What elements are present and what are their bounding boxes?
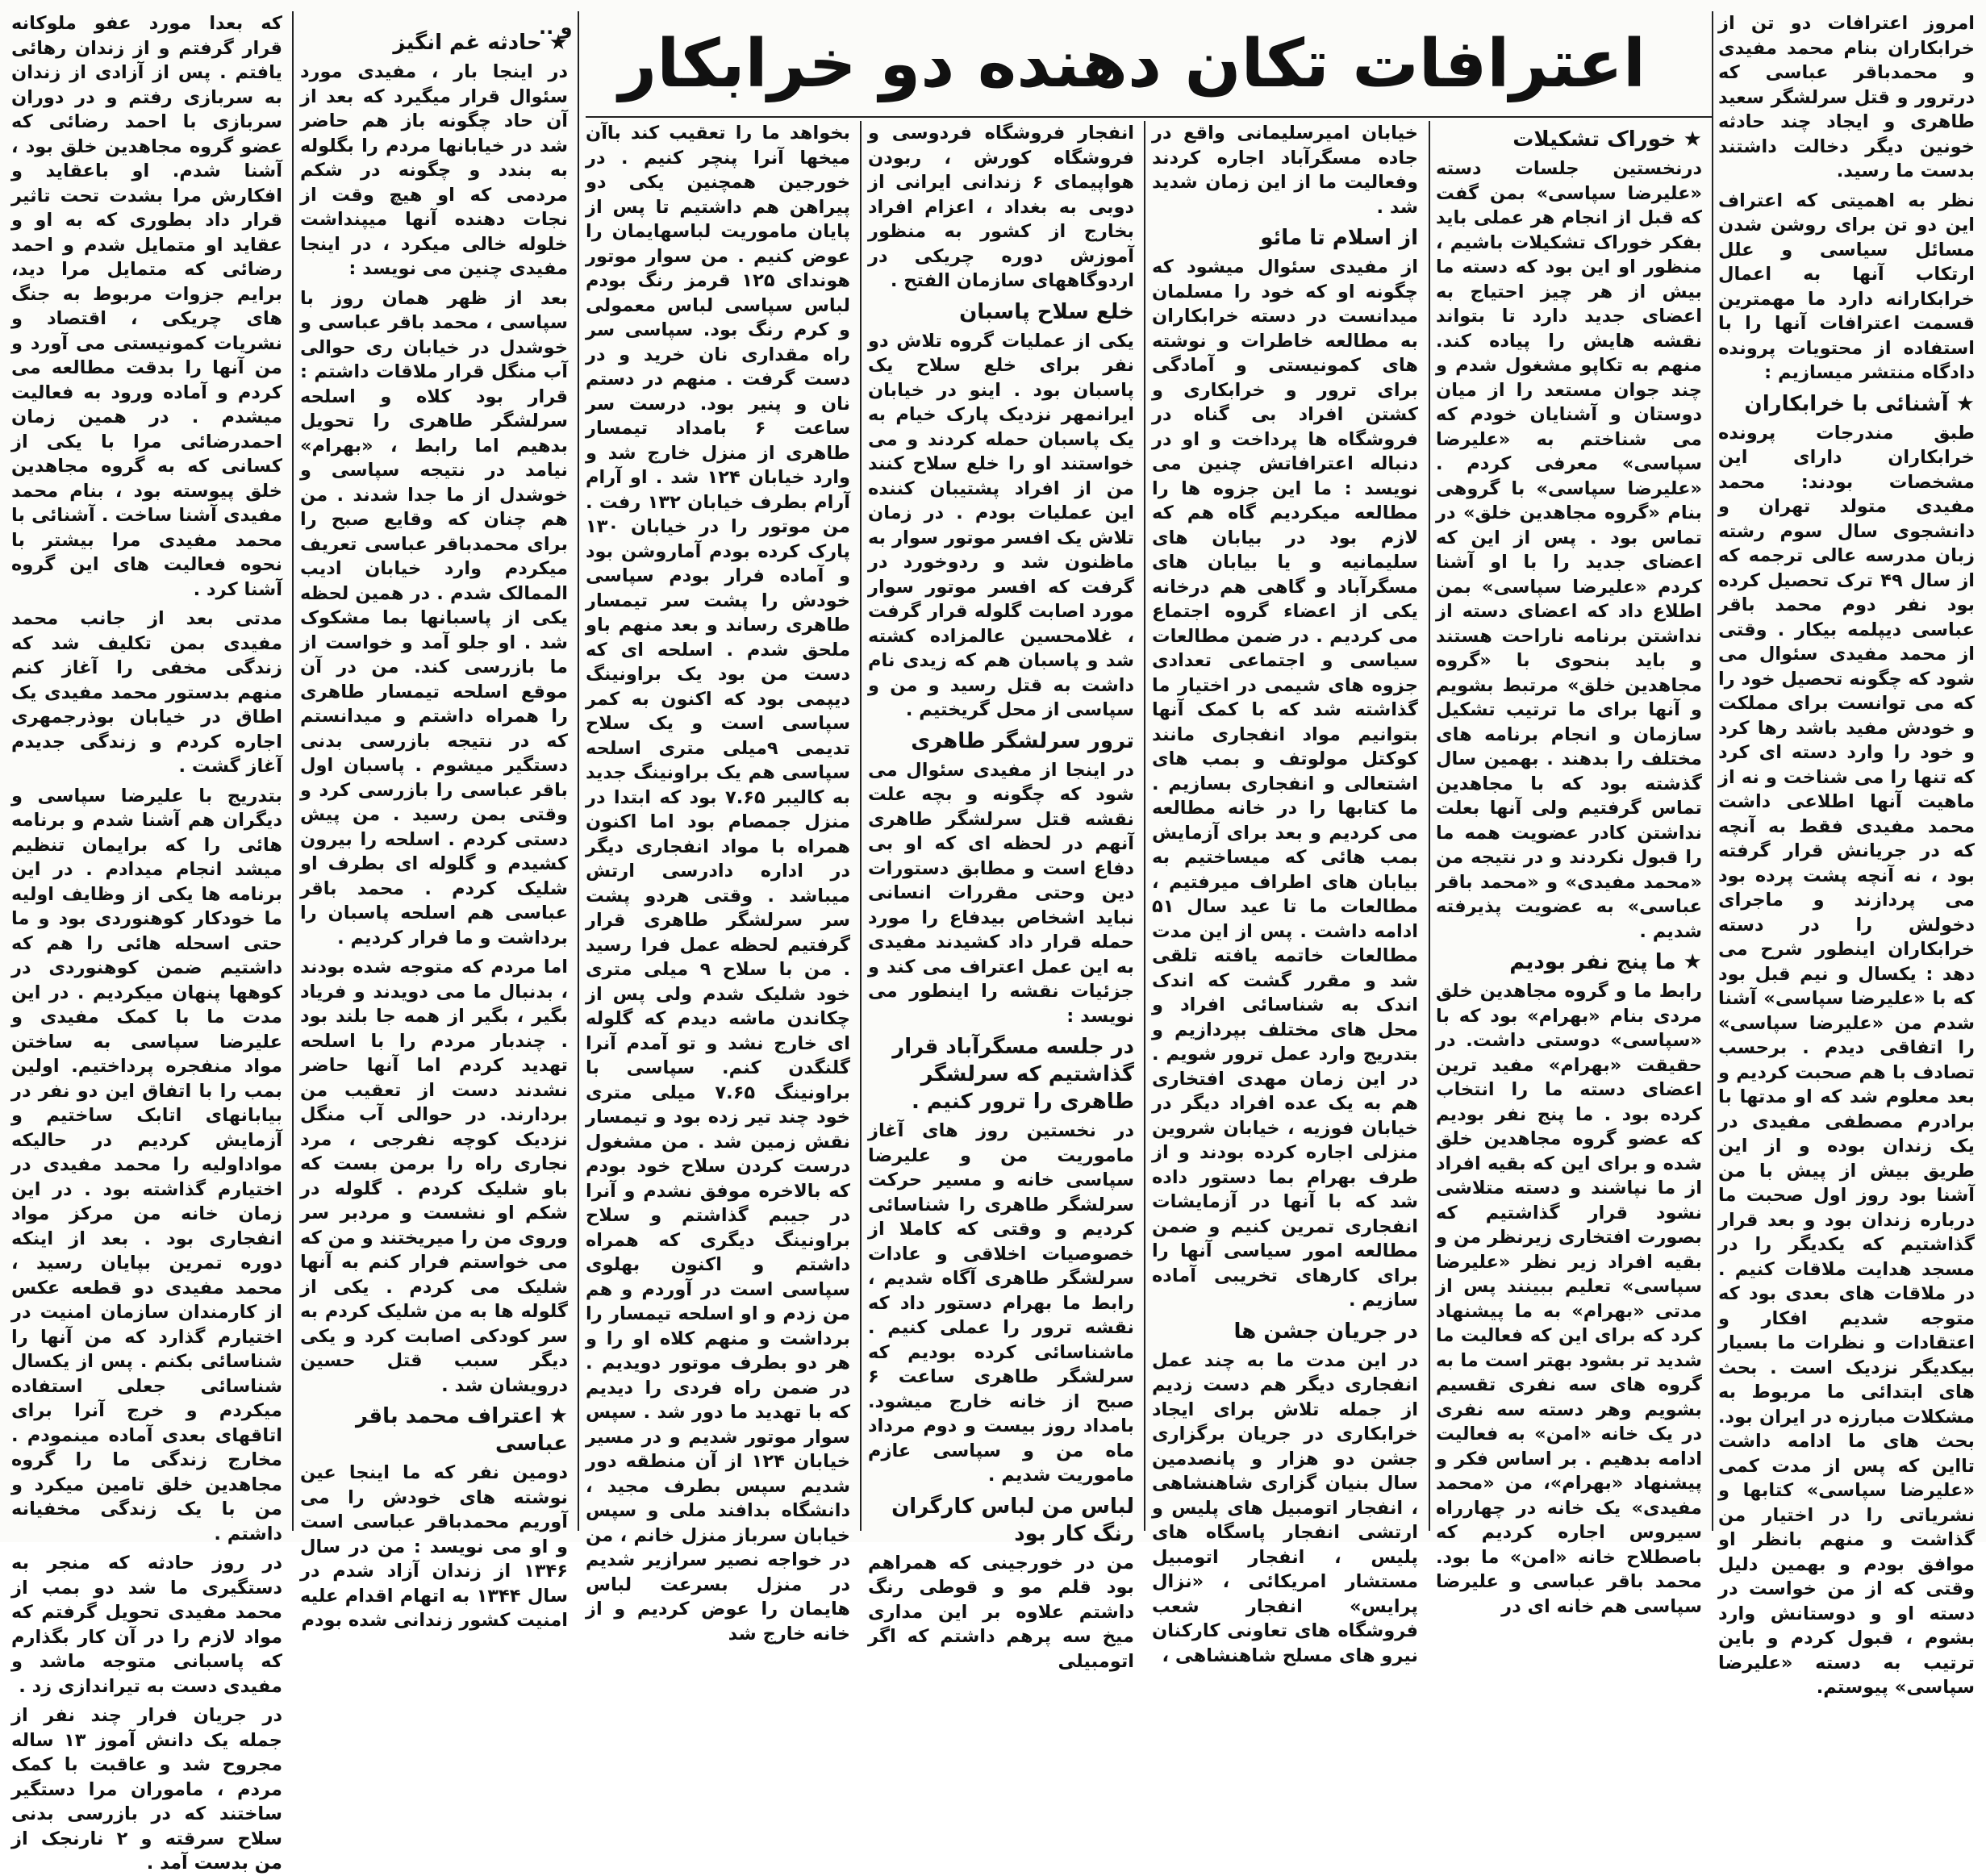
body-paragraph: از مفیدی سئوال میشود که چگونه او که خود را مسلمان میدانست در دسته خرابکاران به مطالعه خاطرات و نوشته های کمونیستی و آمادگی برای ترور و خرابکاری و کشتن افراد بی گناه در فروشگاه ها پرداخت و او در دنباله اعترافاتش چنین می نویسد : ما این جزوه ها را مطالعه میکردیم گاه هم که لازم بود در بیابان های سلیمانیه و یا بیابان های مسگرآباد و گاهی هم درخانه یکی از اعضاء گروه اجتماع می کردیم . در ضمن مطالعات سیاسی و اجتماعی تعدادی جزوه های شیمی در اختیار ما گذاشته شد که با کمک آنها بتوانیم مواد انفجاری مانند کوکتل مولوتف و بمب های اشتعالی و انفجاری بسازیم . ما کتابها را در خانه مطالعه می کردیم و بعد برای آزمایش بمب هائی که میساختیم به بیابان های اطراف میرفتیم ، مطالعات ما تا عید سال ۵۱ ادامه داشت . پس از این مدت مطالعات خاتمه یافته تلقی شد و مقرر گشت که اندک اندک به شناسائی افراد و محل های مختلف بپردازیم و بتدریج وارد عمل ترور شویم . در این زمان مهدی افتخاری هم به یک عده افراد دیگر در خیابان فوزیه ، خیابان شروین منزلی اجاره کرده بودند و از طرف بهرام بما دستور داده شد که با آنها در آزمایشات انفجاری تمرین کنیم و ضمن مطالعه امور سیاسی آنها را برای کارهای تخریبی آماده سازیم . bbox=[1152, 256, 1418, 1311]
body-paragraph: در اینجا بار ، مفیدی مورد سئوال قرار میگیرد که بعد از آن حاد چگونه باز هم حاضر شد در خیابانها مردم را بگلوله به بندد و چگونه در شکم مردمی که او هیچ وقت از نجات دهنده آنها میپنداشت خلوله خالی میکرد ، در اینجا مفیدی چنین می نویسد : bbox=[300, 61, 568, 279]
column-4 bbox=[868, 121, 1134, 1672]
subheading-abbasi-confession: ★ اعتراف محمد باقر عباسی bbox=[300, 1403, 568, 1457]
body-paragraph: انفجار فروشگاه فردوسی و فروشگاه کورش ، ربودن هواپیمای ۶ زندانی ایرانی از دوبی به بغداد ، اعزام افراد بخارج از کشور به منظور آموزش دوره چریکی در اردوگاههای سازمان الفتح . bbox=[868, 123, 1134, 291]
subheading-disarming-officer: خلع سلاح پاسبان bbox=[959, 299, 1134, 324]
body-paragraph: رابط ما و گروه مجاهدین خلق مردی بنام «بهرام» بود که با «سپاسی» دوستی داشت. در حقیقت «بهرام» مفید ترین اعضای دسته ما را انتخاب کرده بود . ما پنج نفر بودیم که عضو گروه مجاهدین خلق شده و برای این که بقیه افراد از ما نپاشند و دسته متلاشی نشود قرار گذاشتیم که بصورت افتخاری زیرنظر من و بقیه افراد زیر نظر «علیرضا سپاسی» تعلیم ببینند پس از مدتی «بهرام» به ما پیشنهاد کرد که برای این که فعالیت ما شدید تر بشود بهتر است ما به گروه های سه نفری تقسیم بشویم وهر دسته سه نفری در یک خانه «امن» به فعالیت ادامه بدهیم . بر اساس فکر و پیشنهاد «بهرام»، من «محمد مفیدی» یک خانه در چهارراه سیروس اجاره کردیم که باصطلاح خانه «امن» ما بود. محمد باقر عباسی و علیرضا سپاسی هم خانه ای در bbox=[1436, 981, 1702, 1617]
headline-underline bbox=[586, 116, 1712, 118]
subheading-organization-fuel: ★ خوراک تشکیلات bbox=[1436, 126, 1702, 153]
body-paragraph: درنخستین جلسات دسته «علیرضا سپاسی» بمن گفت که قبل از انجام هر عملی باید بفکر خوراک تشکیلات باشیم ، منظور او این بود که دسته ما بیش از هر چیز احتیاج به اعضای جدید دارد تا بتواند نقشه هایش را پیاده کند. منهم به تکاپو مشغول شدم و چند جوان مستعد را از میان دوستان و آشنایان خودم که می شناختم به «علیرضا سپاسی» معرفی کردم . «علیرضا سپاسی» با گروهی بنام «گروه مجاهدین خلق» در تماس بود . پس از این که اعضای جدید را با او آشنا کردم «علیرضا سپاسی» بمن اطلاع داد که اعضای دسته از نداشتن برنامه ناراحت هستند و باید بنحوی با «گروه مجاهدین خلق» مرتبط بشویم و آنها برای ما ترتیب تشکیل سازمان و انجام برنامه های مختلف را بدهند . بهمین سال گذشته بود که با مجاهدین تماس گرفتیم ولی آنها بعلت نداشتن کادر عضویت همه ما را قبول نکردند و در نتیجه من «محمد مفیدی» و «محمد باقر عباسی» به عضویت پذیرفته شدیم . bbox=[1436, 158, 1702, 942]
body-paragraph: که بعدا مورد عفو ملوکانه قرار گرفتم و از زندان رهائی یافتم . پس از آزادی از زندان به سربازی رفتم و در دوران سربازی با احمد رضائی که عضو گروه مجاهدین خلق بود ، آشنا شدم. او باعقاید و افکارش مرا بشدت تحت تاثیر قرار داد بطوری که به او و عقاید او متمایل شدم و احمد رضائی که متمایل مرا دید، برایم جزوات مربوط به جنگ های چریکی ، اقتصاد و نشریات کمونیستی می آورد و من آنها را بدقت مطالعه می کردم و آماده ورود به فعالیت میشدم . در همین زمان احمدرضائی مرا با یکی از کسانی که به گروه مجاهدین خلق پیوسته بود ، بنام محمد مفیدی آشنا ساخت . آشنائی با محمد مفیدی مرا بیشتر با نحوه فعالیت های این گروه آشنا کرد . bbox=[11, 13, 282, 600]
body-paragraph: خیابان امیرسلیمانی واقع در جاده مسگرآباد اجاره کردند وفعالیت ما از این زمان شدید شد . bbox=[1152, 123, 1418, 218]
column-1 bbox=[1718, 11, 1976, 1698]
subheading-acquaintance: ★ آشنائی با خرابکاران bbox=[1718, 390, 1975, 418]
body-paragraph: بتدریج با علیرضا سپاسی و دیگران هم آشنا شدم و برنامه هائی را که برایمان تنظیم میشد انجام میدادم . در این برنامه ها یکی از وظایف اولیه ما خودکار کوهنوردی بود و ما حتی اسحله هائی را هم که داشتیم ضمن کوهنوردی در کوهها پنهان میکردیم . در این مدت ما با کمک مفیدی و علیرضا سپاسی به ساختن مواد منفجره پرداختیم. اولین بمب را با اتفاق این دو نفر در بیابانهای اتابک ساختیم و آزمایش کردیم در حالیکه مواداولیه را محمد مفیدی در اختیارم گذاشته بود . در این زمان خانه من مرکز مواد انفجاری بود . بعد از اینکه دوره تمرین بپایان رسید ، محمد مفیدی دو قطعه عکس از کارمندان سازمان امنیت در اختیارم گذارد که من آنها را شناسائی بکنم . پس از یکسال شناسائی جعلی استفاده میکردم و خرج آنرا برای اتاقهای بعدی آماده مینمودم . مخارج زندگی ما را گروه مجاهدین خلق تامین میکرد و من با یک زندگی مخفیانه داشتم . bbox=[11, 785, 282, 1545]
column-3 bbox=[1152, 121, 1418, 1666]
headline: اعترافات تکان دهنده دو خرابکار bbox=[619, 26, 1646, 102]
body-paragraph: دومین نفر که ما اینجا عین نوشته های خودش را می آوریم محمدباقر عباسی است و او می نویسد : من در سال ۱۳۴۶ از زندان آزاد شدم در سال ۱۳۴۴ به اتهام اقدام علیه امنیت کشور زندانی شده بودم bbox=[300, 1462, 568, 1631]
body-paragraph: در جریان فرار چند نفر از جمله یک دانش آموز ۱۳ ساله مجروح شد و عاقبت با کمک مردم ، ماموران مرا دستگیر ساختند که در بازرسی بدنی سلاح سرقته و ۲ نارنجک از من بدست آمد . bbox=[11, 1705, 282, 1874]
column-divider bbox=[292, 11, 294, 1531]
continuation-mark: و .. bbox=[539, 16, 573, 39]
column-divider bbox=[860, 121, 862, 1531]
body-paragraph: من در خورجینی که همراهم بود قلم مو و قوطی رنگ داشتم علاوه بر این مداری میخ سه پرهم داشتم که اگر اتومبیلی bbox=[868, 1552, 1134, 1672]
subheading-taheri-assassination: ترور سرلشگر طاهری bbox=[911, 728, 1134, 753]
column-5 bbox=[586, 121, 850, 1645]
subheading-islam-to-mao: از اسلام تا مائو bbox=[1260, 226, 1418, 250]
column-divider bbox=[1712, 11, 1713, 1531]
body-paragraph: مدتی بعد از جانب محمد مفیدی بمن تکلیف شد که زندگی مخفی را آغاز کنم منهم بدستور محمد مفیدی یک اطاق در خیابان بوذرجمهری اجاره کردم و زندگی جدیدم آغاز گشت . bbox=[11, 608, 282, 777]
subheading-five-people: ★ ما پنج نفر بودیم bbox=[1436, 948, 1702, 976]
body-paragraph: بعد از ظهر همان روز با سپاسی ، محمد باقر عباسی و خوشدل در خیابان ری حوالی آب منگل قرار ملاقات داشتم : قرار بود کلاه و اسلحه سرلشگر طاهری را تحویل بدهیم اما رابط ، «بهرام» نیامد در نتیجه سپاسی و خوشدل از ما جدا شدند . من هم چنان که وقایع صبح را برای محمدباقر عباسی تعریف میکردم وارد خیابان ادیب الممالک شدم . در همین لحظه یکی از پاسبانها بما مشکوک شد . او جلو آمد و خواست از ما بازرسی کند. من در آن موقع اسلحه تیمسار طاهری را همراه داشتم و میدانستم که در نتیجه بازرسی بدنی دستگیر میشوم . پاسبان اول باقر عباسی را بازرسی کرد و وقتی بمن رسید . من پیش دستی کردم . اسلحه را بیرون کشیدم و گلوله ای بطرف او شلیک کردم . محمد باقر عباسی هم اسلحه پاسبان را برداشت و ما فرار کردیم . bbox=[300, 287, 568, 948]
subheading-painter-clothes: لباس من لباس کارگران رنگ کار بود bbox=[891, 1494, 1134, 1546]
body-paragraph: بخواهد ما را تعقیب کند باآن میخها آنرا پنچر کنیم . در خورجین همچنین یکی دو پیراهن هم داشتیم تا پس از پایان ماموریت لباسهایمان را عوض کنیم . من سوار موتور هوندای ۱۲۵ قرمز رنگ بودم لباس سپاسی لباس معمولی و کرم رنگ بود. سپاسی سر راه مقداری نان خرید و در دست گرفت . منهم در دستم نان و پنیر بود. درست سر ساعت ۶ بامداد تیمسار طاهری از منزل خارج شد و وارد خیابان ۱۲۴ شد . او آرام آرام بطرف خیابان ۱۳۲ رفت . من موتور را در خیابان ۱۳۰ پارک کرده بودم آماروشن بود و آماده فرار بودم سپاسی خودش را پشت سر تیمسار طاهری رساند و بعد منهم باو ملحق شدم . اسلحه ای که دست من بود یک براونینگ دیپمی بود که اکنون به کمر سپاسی است و یک سلاح تدیمی ۹میلی متری اسلحه سپاسی هم یک براونینگ جدید به کالیبر ۷.۶۵ بود که ابتدا در منزل جمصام بود اما اکنون همراه با مواد انفجاری دیگر در اداره دادرسی ارتش میباشد . وقتی هردو پشت سر سرلشگر طاهری قرار گرفتیم لحظه عمل فرا رسید . من با سلاح ۹ میلی متری خود شلیک شدم ولی پس از چکاندن ماشه دیدم که گلوله ای خارج نشد و تو آمدم آنرا گلنگدن کنم. سپاسی با براونینگ ۷.۶۵ میلی متری خود چند تیر زده بود و تیمسار نقش زمین شد . من مشغول درست کردن سلاح خود بودم که بالاخره موفق نشدم و آنرا در جیبم گذاشتم و سلاح براونینگ دیگری که همراه داشتم و اکنون بهلوی سپاسی است در آوردم و هم من زدم و او اسلحه تیمسار را برداشت و منهم کلاه او را و هر دو بطرف موتور دویدیم . در ضمن راه فردی را دیدیم که با تهدید ما دور شد . سپس سوار موتور شدیم و در مسیر خیابان ۱۲۴ از آن منطقه دور شدیم سپس بطرف مجید ، دانشگاه بدافند ملی و سپس خیابان سرباز منزل خانم ، من در خواجه نصیر سرازیر شدیم در منزل بسرعت لباس هایمان را عوض کردیم و از خانه خارج شد bbox=[586, 123, 850, 1645]
column-7 bbox=[11, 11, 282, 1874]
column-divider bbox=[1429, 121, 1430, 1531]
body-paragraph: طبق مندرجات پرونده خرابکاران دارای این مشخصات بودند: محمد مفیدی متولد تهران و دانشجوی سال سوم رشته زبان مدرسه عالی ترجمه که از سال ۴۹ ترک تحصیل کرده بود نفر دوم محمد باقر عباسی دیپلمه بیکار . وقتی از محمد مفیدی سئوال می شود که چگونه تحصیل خود را که می توانست برای مملکت و خودش مفید باشد رها کرد و خود را وارد دسته ای کرد که تنها را می شناخت و نه از ماهیت آنها اطلاعی داشت محمد مفیدی فقط به آنچه که در جریانش قرار گرفته بود ، نه آنچه پشت پرده بود می پردازند و ماجرای دخولش را در دسته خرابکاران اینطور شرح می دهد : یکسال و نیم قبل بود که با «علیرضا سپاسی» آشنا شدم من «علیرضا سپاسی» را اتفاقی دیدم . برحسب تصادف با هم صحبت کردیم و بعد معلوم شد که او مدتها با برادرم مصطفی مفیدی در یک زندان بوده و از این طریق بیش از پیش با من آشنا بود روز اول صحبت ما درباره زندان بود و بعد قرار گذاشتیم که یکدیگر را در مسجد هدایت ملاقات کنیم . در ملاقات های بعدی بود که متوجه شدیم افکار و اعتقادات و نظرات ما بسیار بیکدیگر نزدیک است . بحث های ابتدائی ما مربوط به مشکلات مبارزه در ایران بود. بحث های ما ادامه داشت تااین که پس از مدت کمی «علیرضا سپاسی» کتابها و نشریاتی را در اختیار من گذاشت و منهم بانظر او موافق بودم و بهمین دلیل وقتی که از من خواست در دسته او و دوستانش وارد بشوم ، قبول کردم و باین ترتیب به دسته «علیرضا سپاسی» پیوستم. bbox=[1718, 422, 1976, 1698]
body-paragraph: در نخستین روز های آغاز ماموریت من و علیرضا سپاسی خانه و مسیر حرکت سرلشگر طاهری را شناسائی کردیم و وقتی که کاملا از خصوصیات اخلاقی و عادات سرلشگر طاهری آگاه شدیم ، رابط ما بهرام دستور داد که نقشه ترور را عملی کنیم . ماشناسائی کرده بودیم که سرلشگر طاهری ساعت ۶ صبح از خانه خارج میشود. بامداد روز بیست و دوم مرداد ماه من و سپاسی عازم ماموریت شدیم . bbox=[868, 1120, 1134, 1486]
column-2 bbox=[1436, 121, 1702, 1617]
body-paragraph: اما مردم که متوجه شده بودند ، بدنبال ما می دویدند و فریاد بگیر ، بگیر از همه جا بلند بود . چندبار مردم را با اسلحه تهدید کردم اما آنها حاضر نشدند دست از تعقیب من بردارند. در حوالی آب منگل نزدیک کوچه نفرجی ، مرد نجاری راه را برمن بست که باو شلیک کردم . گلوله در شکم او نشست و مردبر سر وروی من را میریختند و من که می خواستم فرار کنم به آنها شلیک می کردم . یکی از گلوله ها به من شلیک کردم به سر کودکی اصابت کرد و یکی دیگر سبب قتل حسین درویشان شد . bbox=[300, 957, 568, 1396]
intro-paragraph: امروز اعترافات دو تن از خرابکاران بنام محمد مفیدی و محمدباقر عباسی که درترور و قتل سرلشگر سعید طاهری و ایجاد چند حادثه خونین دیگر دخالت داشتند بدست ما رسید. bbox=[1718, 13, 1975, 181]
subheading-celebrations: در جریان جشن ها bbox=[1233, 1319, 1418, 1344]
column-divider bbox=[1144, 121, 1145, 1531]
body-paragraph: در روز حادثه که منجر به دستگیری ما شد دو بمب از محمد مفیدی تحویل گرفتم که مواد لازم را در آن کار بگذارم که پاسبانی متوجه ماشد و مفیدی دست به تیراندازی زد . bbox=[11, 1553, 282, 1697]
subheading-tragic-incident: ★ حادثه غم انگیز bbox=[300, 29, 568, 56]
body-paragraph: یکی از عملیات گروه تلاش دو نفر برای خلع سلاح یک پاسبان بود . اینو در خیابان ایرانمهر نزدیک پارک خیام به یک پاسبان حمله کردند و می خواستند او را خلع سلاح کنند من از افراد پشتیبان کننده این عملیات بودم . در زمان تلاش یک افسر موتور سوار به ماظنون شد و ردوخورد در گرفت که افسر موتور سوار مورد اصابت گلوله قرار گرفت ، غلامحسین عالمزاده کشته شد و پاسبان هم که زیدی نام داشت به قتل رسید و من و سپاسی از محل گریختیم . bbox=[868, 330, 1134, 720]
column-6 bbox=[300, 24, 568, 1631]
column-divider bbox=[578, 11, 579, 1531]
body-paragraph: در اینجا از مفیدی سئوال می شود که چگونه و بچه علت نقشه قتل سرلشگر طاهری آنهم در لحظه ای که او بی دفاع است و مطابق دستورات دین وحتی مقررات انسانی نباید اشخاص بیدفاع را مورد حمله قرار داد کشیدند مفیدی به این عمل اعتراف می کند و جزئیات نقشه را اینطور می نویسد : bbox=[868, 759, 1134, 1027]
body-paragraph: در این مدت ما به چند عمل انفجاری دیگر هم دست زدیم از جمله تلاش برای ایجاد خرابکاری در جریان برگزاری جشن دو هزار و پانصدمین سال بنیان گزاری شاهنشاهی ، انفجار اتومبیل های پلیس و ارتشی انفجار پاسگاه های پلیس ، انفجار اتومبیل مستشار امریکائی ، «نزال پرایس» انفجار شعب فروشگاه های تعاونی کارکنان نیرو های مسلح شاهنشاهی ، bbox=[1152, 1349, 1418, 1666]
subheading-mesgarabad-meeting: در جلسه مسگرآباد قرار گذاشتیم که سرلشگر طاهری را ترور کنیم . bbox=[892, 1035, 1134, 1114]
intro-paragraph-2: نظر به اهمیتی که اعتراف این دو تن برای روشن شدن مسائل سیاسی و علل ارتکاب آنها به اعمال خرابکارانه دارد ما مهمترین قسمت اعترافات آنها را با استفاده از محتویات پرونده دادگاه منتشر میسازیم : bbox=[1718, 190, 1975, 383]
